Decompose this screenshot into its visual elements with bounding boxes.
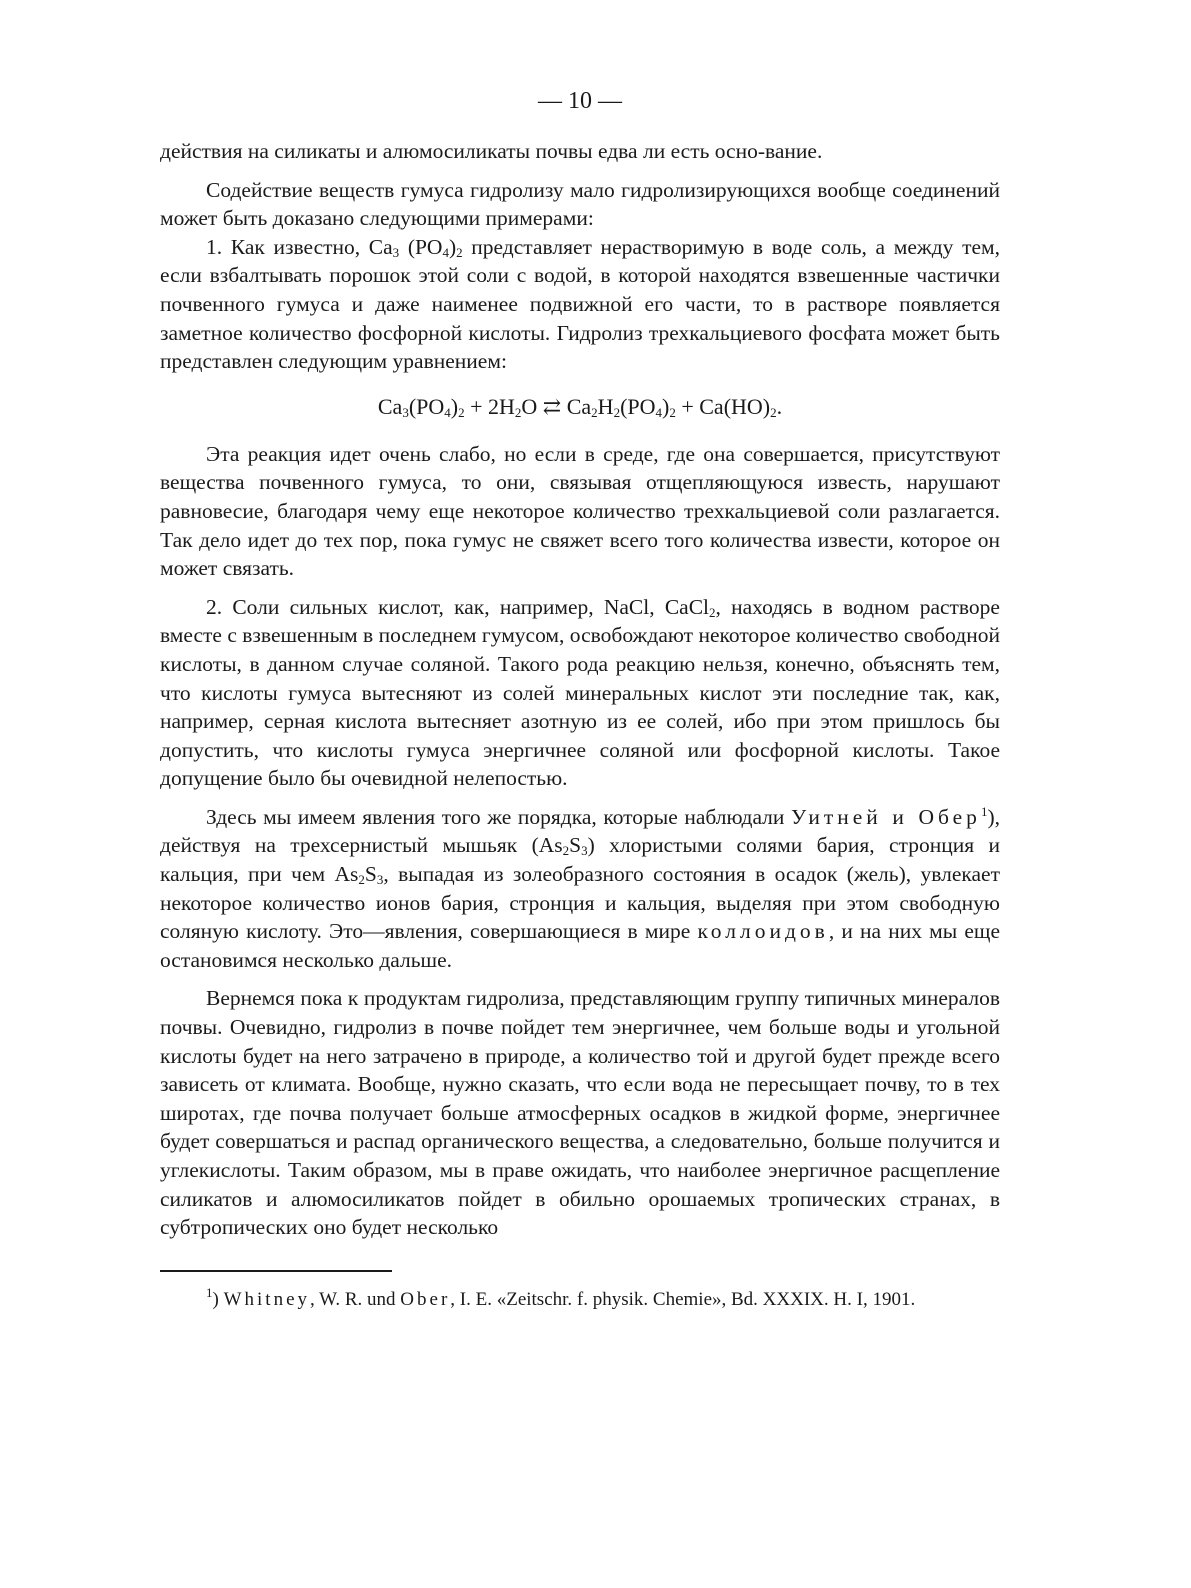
footnote-mark: 1 — [206, 1284, 213, 1300]
chemical-equation: $Ca_3(PO_4)_2 + 2H_2O$ ⇄ $Ca_2H_2(PO_4)_2 + Ca(HO)_2$. — [377, 393, 783, 420]
paragraph-continuation: действия на силикаты и алюмосиликаты почвы едва ли есть осно-вание. — [160, 139, 823, 163]
author-names: Уитней и Обер — [791, 804, 981, 829]
paragraph-example-1: 1. Как известно, $Ca_3$ $(PO_4)_2$ представляет нерастворимую в воде соль, а между тем, если взбалтывать порошок этой соли с водой, в которой находятся взвешенные частички почвенного гумуса и даже наименее подвижной его части, то в растворе появляется заметное количество фосфорной кислоты. Гидролиз трехкальциевого фосфата может быть представлен следующим уравнением: — [160, 234, 1000, 374]
paragraph-reaction: Эта реакция идет очень слабо, но если в среде, где она совершается, присутствуют вещества почвенного гумуса, то они, связывая отщепляющуюся известь, нарушают равновесие, благодаря чему еще некоторое количество трехкальциевой соли разлагается. Так дело идет до тех пор, пока гумус не свяжет всего того количества извести, которое он может связать. — [160, 441, 1000, 581]
document-page — [160, 88, 1000, 1313]
footnote-divider — [160, 1270, 392, 1272]
emphasized-colloids: коллоидов — [697, 919, 829, 944]
footnote: $^1$) Whitney, W. R. und Ober, I. E. «Zeitschr. f. physik. Chemie», Bd. XXXIX. H. I, 1901. — [206, 1284, 916, 1310]
page-number: — 10 — — [538, 88, 622, 114]
paragraph-intro: Содействие веществ гумуса гидролизу мало гидролизирующихся вообще соединений может быть доказано следующими примерами: — [160, 177, 1000, 231]
paragraph-example-2: 2. Соли сильных кислот, как, например, NaCl, CaCl$_2$, находясь в водном растворе вместе с взвешенным в последнем гумусом, освобождают некоторое количество свободной кислоты, в данном случае соляной. Такого рода реакцию нельзя, конечно, объяснять тем, что кислоты гумуса вытесняют из солей минеральных кислот эти последние так, как, например, серная кислота вытесняет азотную из ее солей, ибо при этом пришлось бы допустить, что кислоты гумуса энергичнее соляной или фосфорной кислоты. Такое допущение было бы очевидной нелепостью. — [160, 594, 1000, 791]
footnote-reference: 1 — [980, 803, 988, 819]
paragraph-hydrolysis-products: Вернемся пока к продуктам гидролиза, представляющим группу типичных минералов почвы. Очевидно, гидролиз в почве пойдет тем энергичнее, чем больше воды и угольной кислоты будет на него затрачено в природе, а количество той и другой будет прежде всего зависеть от климата. Вообще, нужно сказать, что если вода не пересыщает почву, то в тех широтах, где почва получает больше атмосферных осадков в жидкой форме, энергичнее будет совершаться и распад органического вещества, а следовательно, больше получится и углекислоты. Таким образом, мы в праве ожидать, что наиболее энергичное расщепление силикатов и алюмосиликатов пойдет в обильно орошаемых тропических странах, в субтропических оно будет несколько — [160, 986, 1000, 1240]
paragraph-whitney-ober: Здесь мы имеем явления того же порядка, которые наблюдали Уитней и Обер$^1$), действуя на трехсернистый мышьяк $(As_2S_3)$ хлористыми солями бария, стронция и кальция, при чем $As_2S_3$, выпадая из золеобразного состояния в осадок (жель), увлекает некоторое количество ионов бария, стронция и кальция, выделяя при этом свободную соляную кислоту. Это—явления, совершающиеся в мире коллоидов, и на них мы еще остановимся несколько дальше. — [160, 803, 1000, 972]
